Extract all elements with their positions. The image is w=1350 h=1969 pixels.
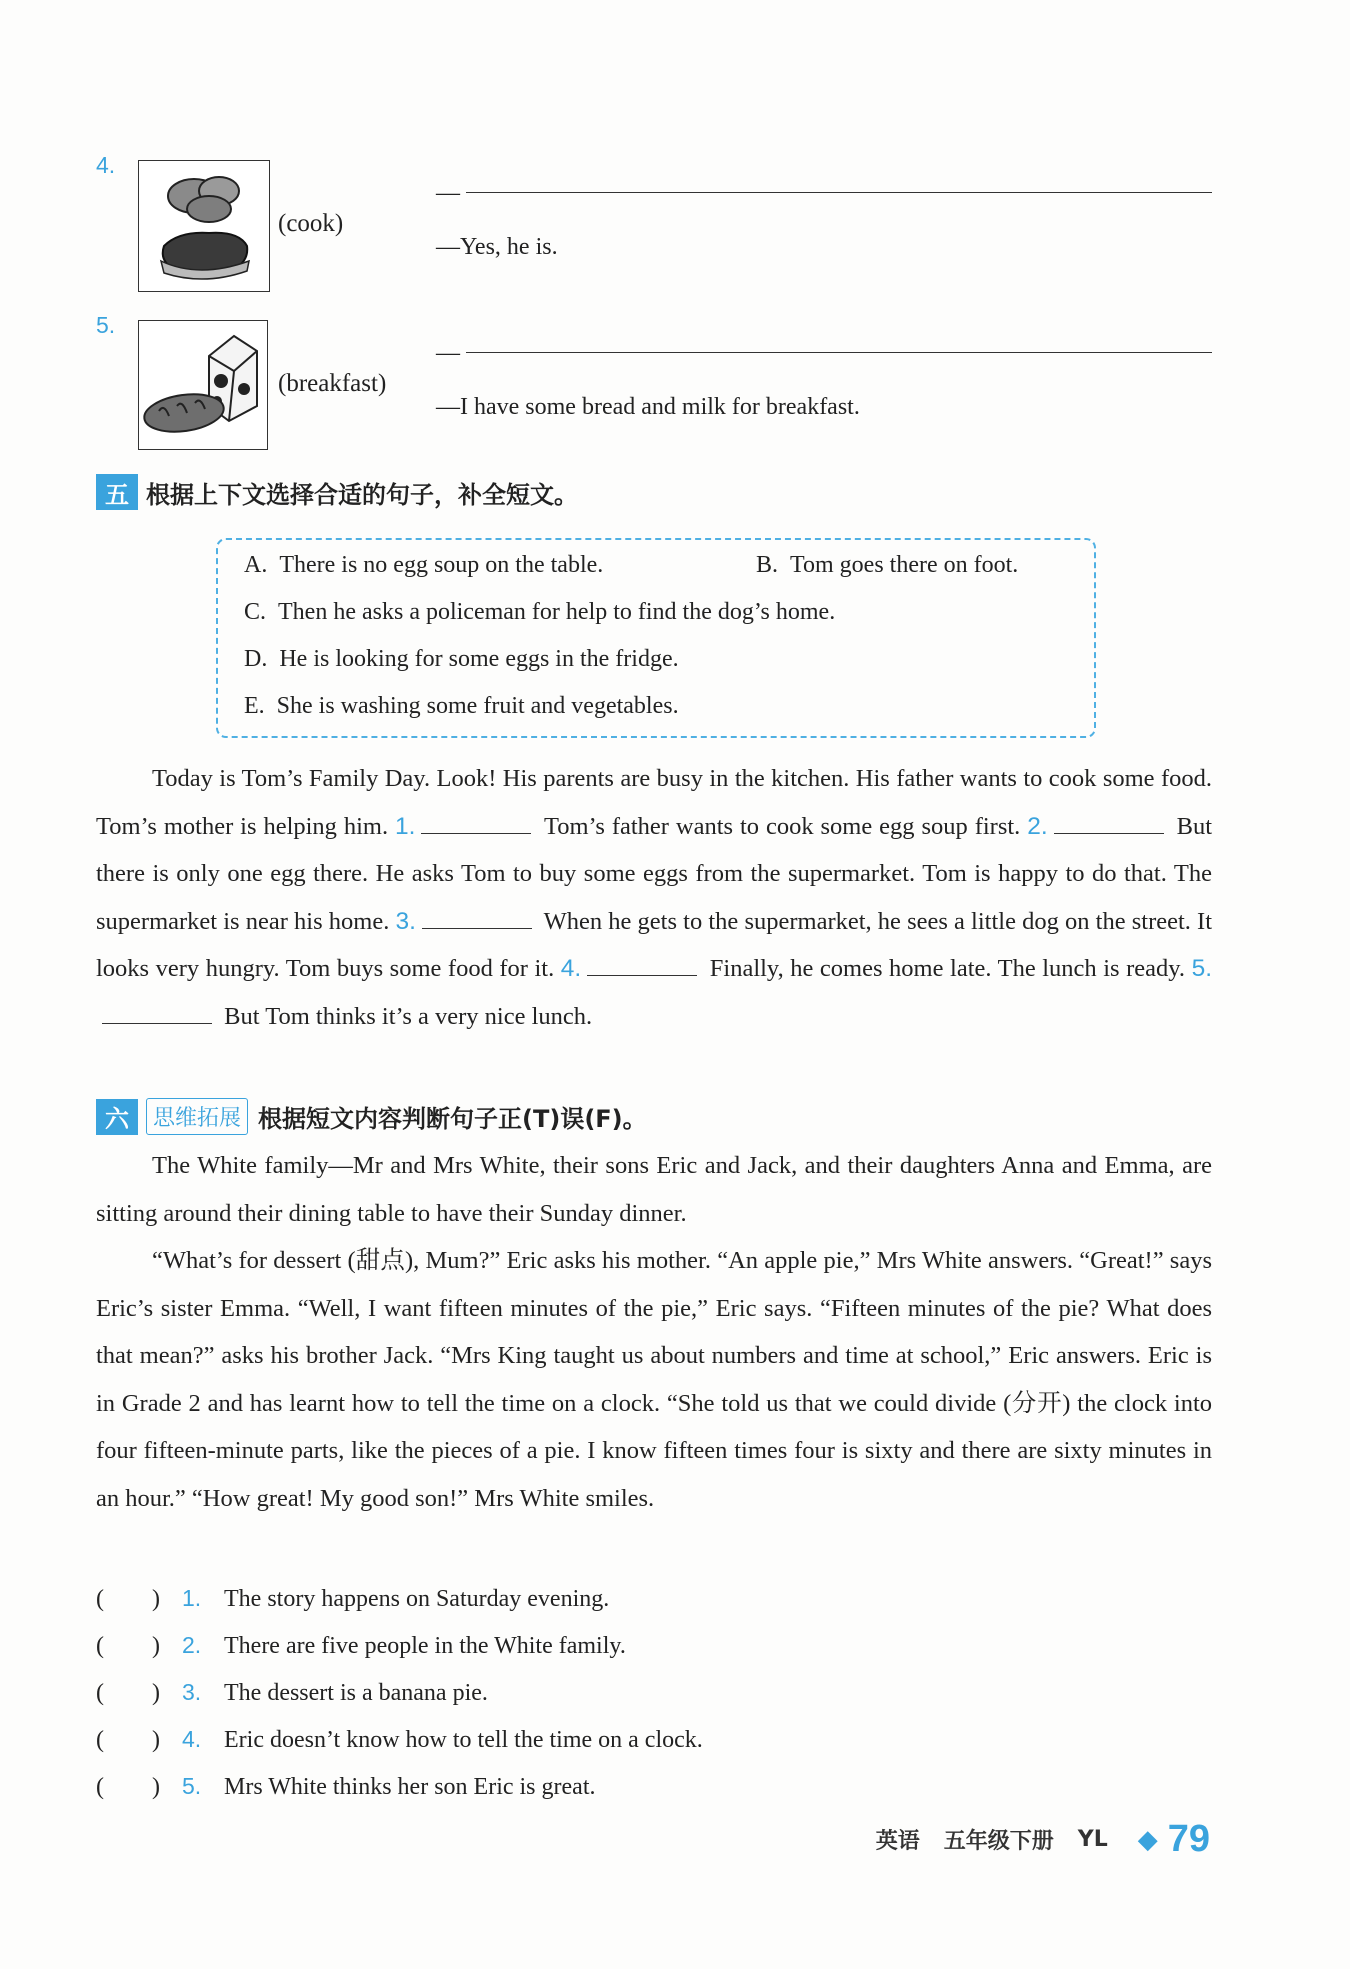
footer-edition: YL (1077, 1827, 1108, 1852)
tf-number-4: 4. (182, 1726, 202, 1752)
tf-text-2: There are five people in the White family. (224, 1633, 626, 1659)
page-footer (852, 1818, 1210, 1861)
option-c (244, 599, 835, 626)
page-number: 79 (1167, 1818, 1210, 1860)
blank-number-4: 4. (560, 955, 582, 982)
hint-cook: (cook) (278, 210, 344, 237)
tf-answer-box-5[interactable]: ( ) (96, 1774, 160, 1800)
blank-number-3: 3. (395, 907, 416, 935)
blank-2[interactable] (1054, 811, 1164, 834)
option-e-letter: E. (244, 693, 265, 719)
tf-text-4: Eric doesn’t know how to tell the time on a clock. (224, 1727, 703, 1753)
blank-number-1: 1. (395, 812, 416, 840)
option-c-text: Then he asks a policeman for help to find the dog’s home. (278, 599, 836, 625)
section-5-header (96, 474, 578, 510)
reply-5: —I have some bread and milk for breakfast. (436, 394, 860, 420)
option-a-letter: A. (244, 552, 268, 578)
bread-milk-illustration-icon (139, 321, 267, 449)
passage-text-2: Tom’s father wants to cook some egg soup first. (543, 812, 1021, 840)
hint-breakfast: (breakfast) (278, 370, 387, 397)
tf-text-5: Mrs White thinks her son Eric is great. (224, 1774, 596, 1800)
tf-item-5 (96, 1766, 595, 1801)
option-a (244, 552, 603, 579)
dialogue-dash-4: — (436, 180, 460, 206)
blank-5[interactable] (102, 1001, 212, 1024)
option-c-letter: C. (244, 599, 267, 625)
question-number-5: 5. (96, 312, 116, 338)
section-6-paragraph-2: “What’s for dessert (甜点), Mum?” Eric asks his mother. “An apple pie,” Mrs White answers. “Great!” says Eric’s sister Emma. “Well, I want fifteen minutes of the pie,” Eric says. “Fifteen minutes of the pie? What does that mean?” asks his brother Jack. “Mrs King taught us about numbers and time at school,” Eric answers. Eric is in Grade 2 and has learnt how to tell the time on a clock. “She told us that we could divide (分开) the clock into four fifteen-minute parts, like the pieces of a pie. I know fifteen times four is sixty and there are sixty minutes in an hour.” “How great! My good son!” Mrs White smiles. (96, 1247, 1212, 1512)
option-b-text: Tom goes there on foot. (790, 552, 1019, 578)
tf-answer-box-2[interactable]: ( ) (96, 1633, 160, 1659)
section-5-passage (96, 755, 1212, 1040)
tf-answer-box-3[interactable]: ( ) (96, 1680, 160, 1706)
potato-meat-illustration-icon (139, 161, 269, 291)
option-e-text: She is washing some fruit and vegetables. (276, 693, 679, 719)
tf-text-1: The story happens on Saturday evening. (224, 1586, 610, 1612)
section-6-header (96, 1098, 647, 1135)
section-5-title: 根据上下文选择合适的句子，补全短文。 (146, 480, 578, 509)
passage-text-3: But there is only one egg there. He asks Tom to buy some eggs from the supermarket. Tom is happy to do that. The supermarket is near his home. (96, 812, 1213, 935)
tf-text-3: The dessert is a banana pie. (224, 1680, 488, 1706)
tf-number-5: 5. (182, 1773, 202, 1799)
tf-item-4 (96, 1719, 703, 1754)
answer-line-5[interactable] (466, 352, 1212, 353)
potato-meat-image (138, 160, 270, 292)
tf-number-1: 1. (182, 1585, 202, 1611)
tf-answer-box-4[interactable]: ( ) (96, 1727, 160, 1753)
option-d (244, 646, 679, 673)
section-6-badge: 六 (96, 1099, 138, 1135)
passage-text-6: But Tom thinks it’s a very nice lunch. (224, 1002, 593, 1030)
option-b (756, 552, 1018, 579)
blue-diamond-icon: ◆ (1137, 1824, 1158, 1855)
footer-grade: 五年级下册 (943, 1829, 1054, 1854)
tf-item-2 (96, 1625, 626, 1660)
blank-3[interactable] (422, 906, 532, 929)
passage-text-1: Today is Tom’s Family Day. Look! His parents are busy in the kitchen. His father wants to cook some food. Tom’s mother is helping him. (96, 765, 1212, 840)
blank-number-2: 2. (1027, 812, 1048, 840)
option-a-text: There is no egg soup on the table. (279, 552, 604, 578)
option-d-text: He is looking for some eggs in the fridge. (279, 646, 679, 672)
passage-text-4: When he gets to the supermarket, he sees a little dog on the street. It looks very hungry. Tom buys some food for it. (96, 907, 1213, 982)
passage-text-5: Finally, he comes home late. The lunch is ready. (709, 955, 1186, 982)
tf-item-1 (96, 1578, 609, 1613)
footer-subject: 英语 (875, 1829, 920, 1854)
blank-number-5: 5. (1191, 955, 1213, 982)
section-6-paragraph-1: The White family—Mr and Mrs White, their sons Eric and Jack, and their daughters Anna and Emma, are sitting around their dining table to have their Sunday dinner. (96, 1152, 1212, 1227)
reply-4: —Yes, he is. (436, 234, 558, 260)
answer-line-4[interactable] (466, 192, 1212, 193)
dialogue-dash-5: — (436, 340, 460, 366)
question-number-4: 4. (96, 152, 116, 178)
section-5-badge: 五 (96, 474, 138, 510)
blank-1[interactable] (421, 811, 531, 834)
option-e (244, 693, 679, 720)
option-b-letter: B. (756, 552, 779, 578)
bread-milk-image (138, 320, 268, 450)
tf-number-3: 3. (182, 1679, 202, 1705)
section-6-tag: 思维拓展 (146, 1098, 248, 1135)
tf-answer-box-1[interactable]: ( ) (96, 1586, 160, 1612)
blank-4[interactable] (587, 953, 697, 976)
option-d-letter: D. (244, 646, 268, 672)
tf-item-3 (96, 1672, 488, 1707)
section-6-title: 根据短文内容判断句子正(T)误(F)。 (258, 1105, 647, 1133)
tf-number-2: 2. (182, 1632, 202, 1658)
